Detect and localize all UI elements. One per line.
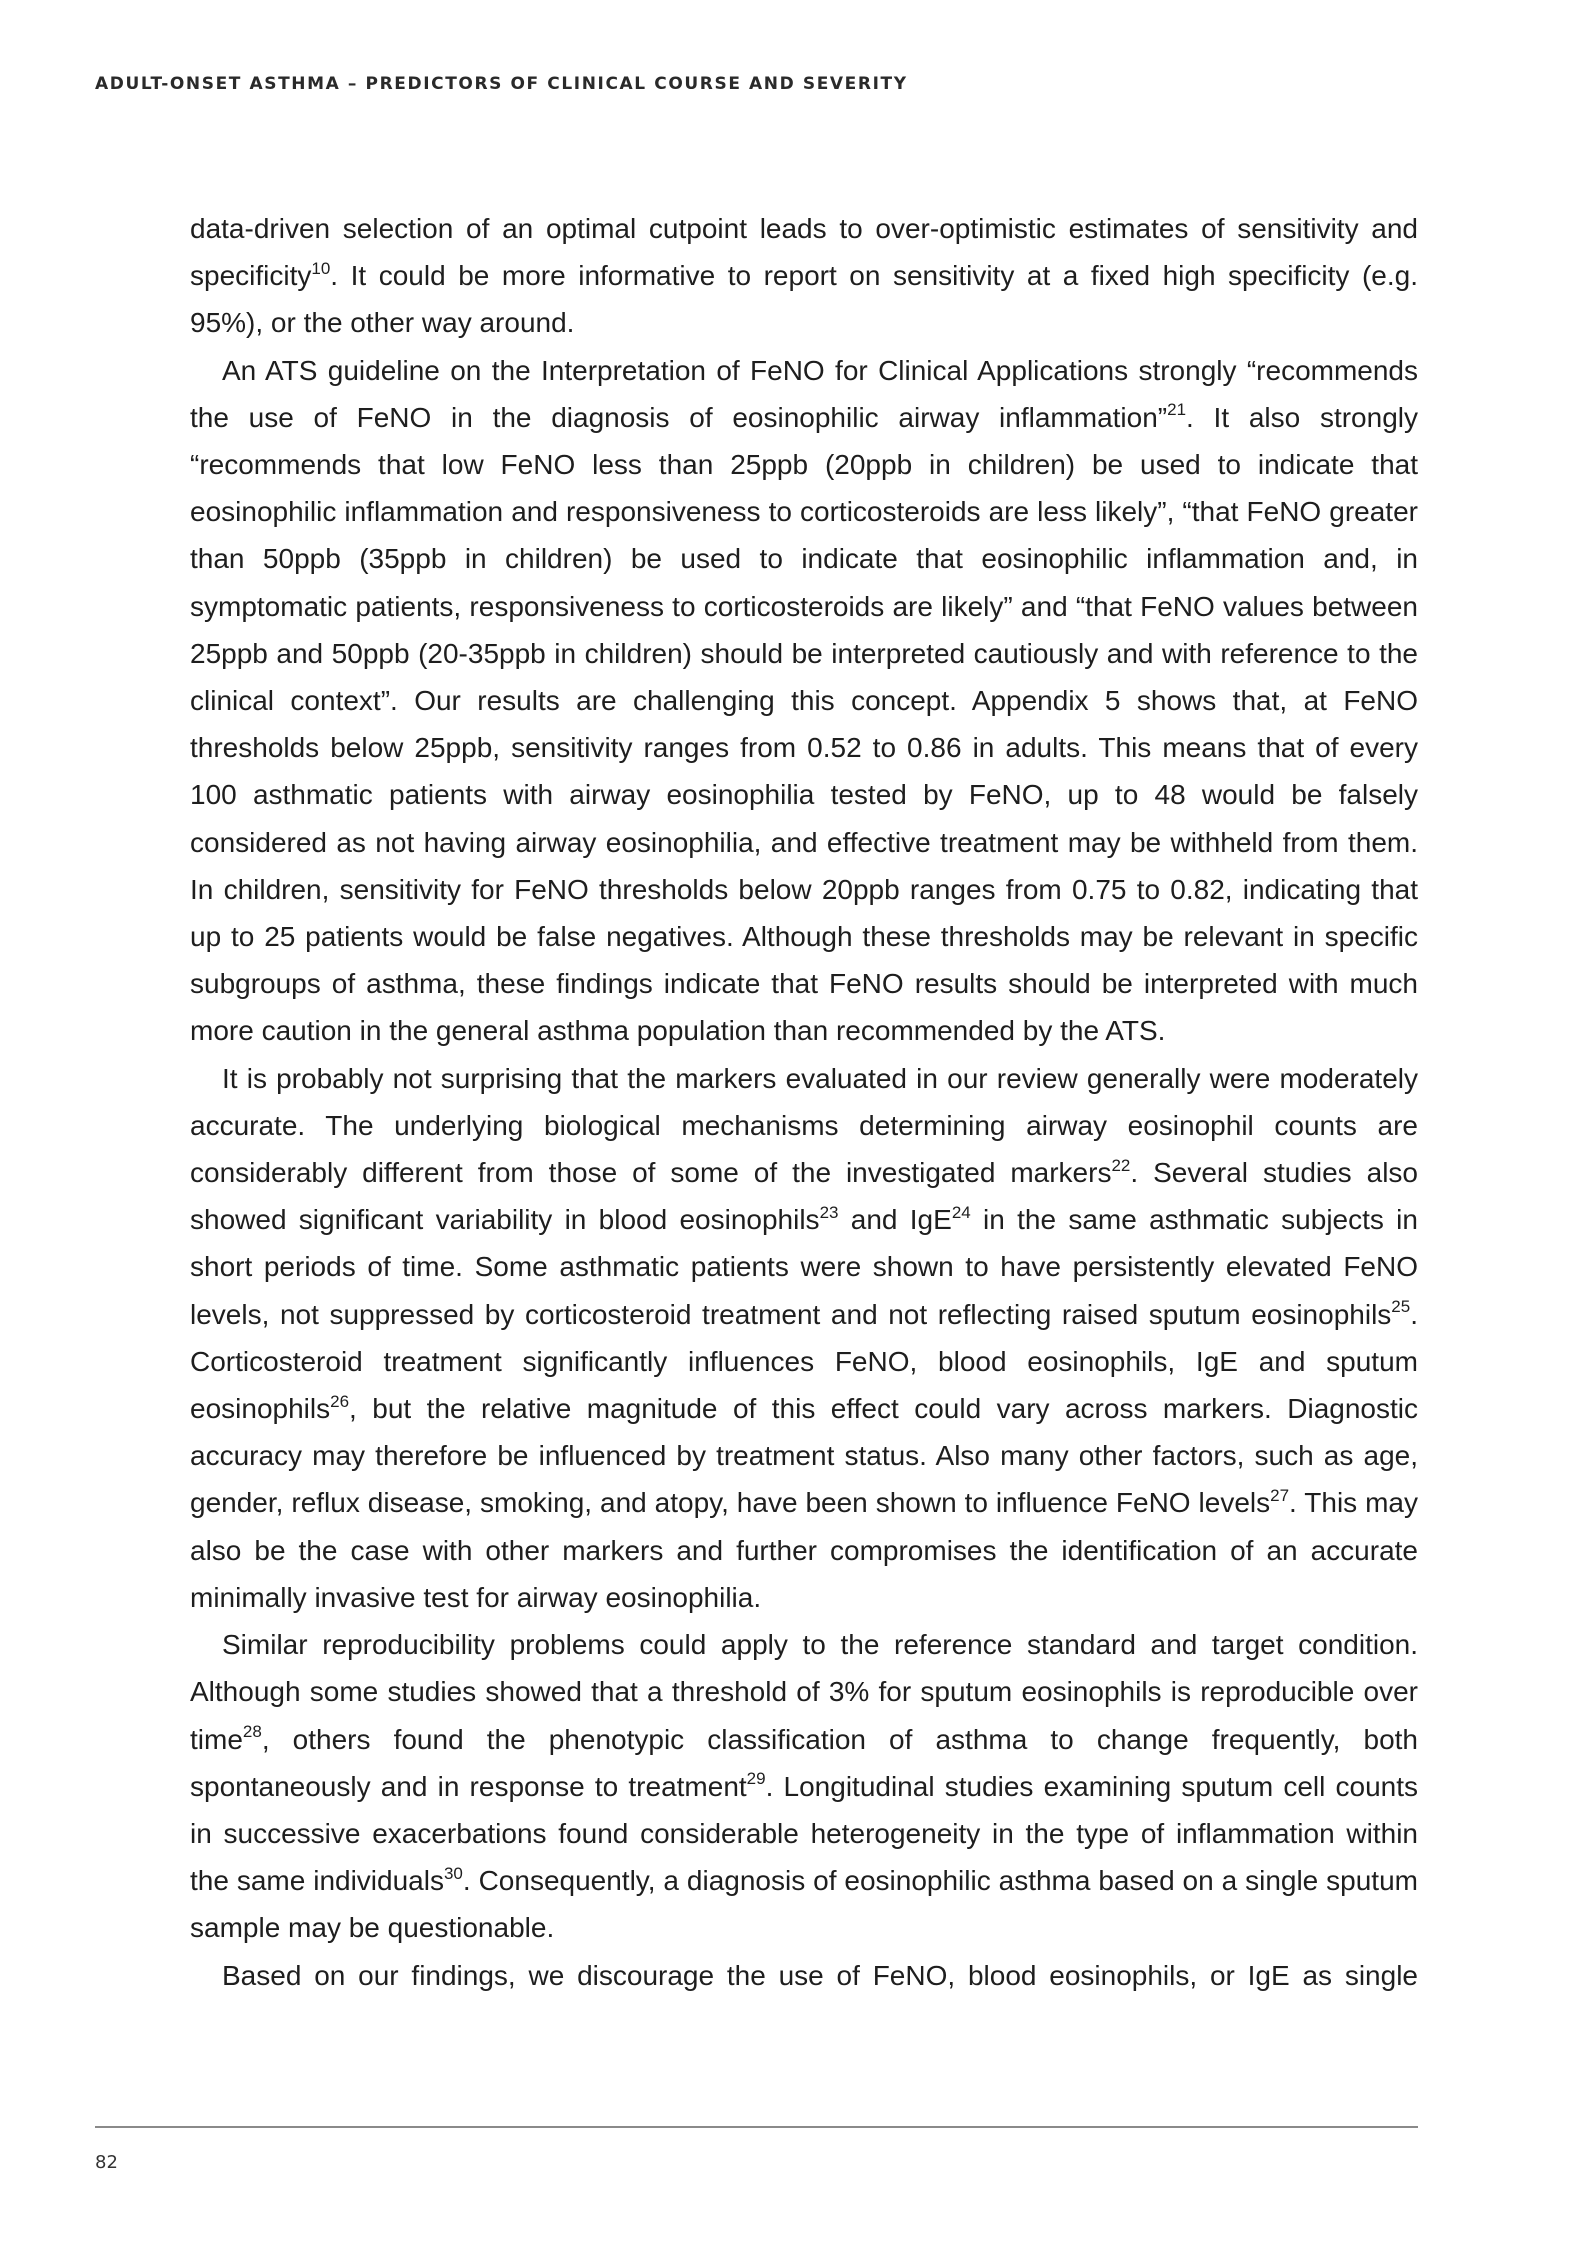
text-segment: Similar reproducibility problems could apply to the reference standard and target condition. Although some studies showed that a threshold of 3% for sputum eosinophils is reproducible over time xyxy=(190,1629,1418,1755)
citation-superscript: 27 xyxy=(1270,1486,1290,1506)
page-number: 82 xyxy=(95,2152,118,2173)
citation-superscript: 23 xyxy=(819,1202,839,1222)
citation-superscript: 22 xyxy=(1111,1155,1131,1175)
text-segment: . Consequently, a diagnosis of eosinophilic asthma based on a single sputum sample may be questionable. xyxy=(190,1865,1418,1944)
citation-superscript: 10 xyxy=(311,258,331,278)
text-segment: An ATS guideline on the Interpretation of FeNO for Clinical Applications strongly “recommends the use of FeNO in the diagnosis of eosinophilic airway inflammation” xyxy=(190,354,1418,433)
paragraph-4 xyxy=(190,1621,1418,1951)
text-segment: It is probably not surprising that the markers evaluated in our review generally were moderately accurate. The underlying biological mechanisms determining airway eosinophil counts are considerably different from those of some of the investigated markers xyxy=(190,1062,1418,1189)
text-segment: . Corticosteroid treatment significantly influences FeNO, blood eosinophils, IgE and sputum eosinophils xyxy=(190,1298,1418,1425)
body-text xyxy=(190,205,1418,1999)
citation-superscript: 28 xyxy=(242,1722,262,1742)
citation-superscript: 26 xyxy=(330,1391,350,1411)
text-segment: , but the relative magnitude of this effect could vary across markers. Diagnostic accuracy may therefore be influenced by treatment status. Also many other factors, such as age, gender, reflux disease, smoking, and atopy, have been shown to influence FeNO levels xyxy=(190,1393,1418,1519)
citation-superscript: 21 xyxy=(1167,400,1187,420)
citation-superscript: 29 xyxy=(746,1769,766,1789)
paragraph-5 xyxy=(190,1952,1418,1999)
running-head: ADULT-ONSET ASTHMA – PREDICTORS OF CLINICAL COURSE AND SEVERITY xyxy=(95,74,908,94)
citation-superscript: 25 xyxy=(1391,1297,1411,1317)
text-segment: . This may also be the case with other markers and further compromises the identification of an accurate minimally invasive test for airway eosinophilia. xyxy=(190,1487,1419,1613)
text-segment: . It also strongly “recommends that low FeNO less than 25ppb (20ppb in children) be used to indicate that eosinophilic inflammation and responsiveness to corticosteroids are less likely”, “that FeNO greater than 50ppb (35ppb in children) be used to indicate that eosinophilic inflammation and, in symptomatic patients, responsiveness to corticosteroids are likely” and “that FeNO values between 25ppb and 50ppb (20-35ppb in children) should be interpreted cautiously and with reference to the clinical context”. Our results are challenging this concept. Appendix 5 shows that, at FeNO thresholds below 25ppb, sensitivity ranges from 0.52 to 0.86 in adults. This means that of every 100 asthmatic patients with airway eosinophilia tested by FeNO, up to 48 would be falsely considered as not having airway eosinophilia, and effective treatment may be withheld from them. In children, sensitivity for FeNO thresholds below 20ppb ranges from 0.75 to 0.82, indicating that up to 25 patients would be false negatives. Although these thresholds may be relevant in specific subgroups of asthma, these findings indicate that FeNO results should be interpreted with much more caution in the general asthma population than recommended by the ATS. xyxy=(190,401,1418,1047)
paragraph-1 xyxy=(190,205,1418,347)
text-segment: in the same asthmatic subjects in short periods of time. Some asthmatic patients were shown to have persistently elevated FeNO levels, not suppressed by corticosteroid treatment and not reflecting raised sputum eosinophils xyxy=(190,1204,1418,1330)
citation-superscript: 30 xyxy=(443,1863,463,1883)
text-segment: Based on our findings, we discourage the use of FeNO, blood eosinophils, or IgE as single xyxy=(222,1959,1418,1991)
text-segment: . It could be more informative to report on sensitivity at a fixed high specificity (e.g. 95%), or the other way around. xyxy=(190,260,1418,339)
text-segment: and IgE xyxy=(838,1204,952,1236)
citation-superscript: 24 xyxy=(951,1202,971,1222)
text-segment: . Several studies also showed significant variability in blood eosinophils xyxy=(190,1157,1418,1236)
paragraph-2 xyxy=(190,347,1418,1055)
paragraph-3 xyxy=(190,1055,1418,1621)
footer-divider xyxy=(95,2126,1418,2128)
text-segment: data-driven selection of an optimal cutpoint leads to over-optimistic estimates of sensitivity and specificity xyxy=(190,213,1418,292)
text-segment: . Longitudinal studies examining sputum cell counts in successive exacerbations found considerable heterogeneity in the type of inflammation within the same individuals xyxy=(190,1770,1418,1897)
text-segment: , others found the phenotypic classification of asthma to change frequently, both spontaneously and in response to treatment xyxy=(190,1723,1418,1802)
